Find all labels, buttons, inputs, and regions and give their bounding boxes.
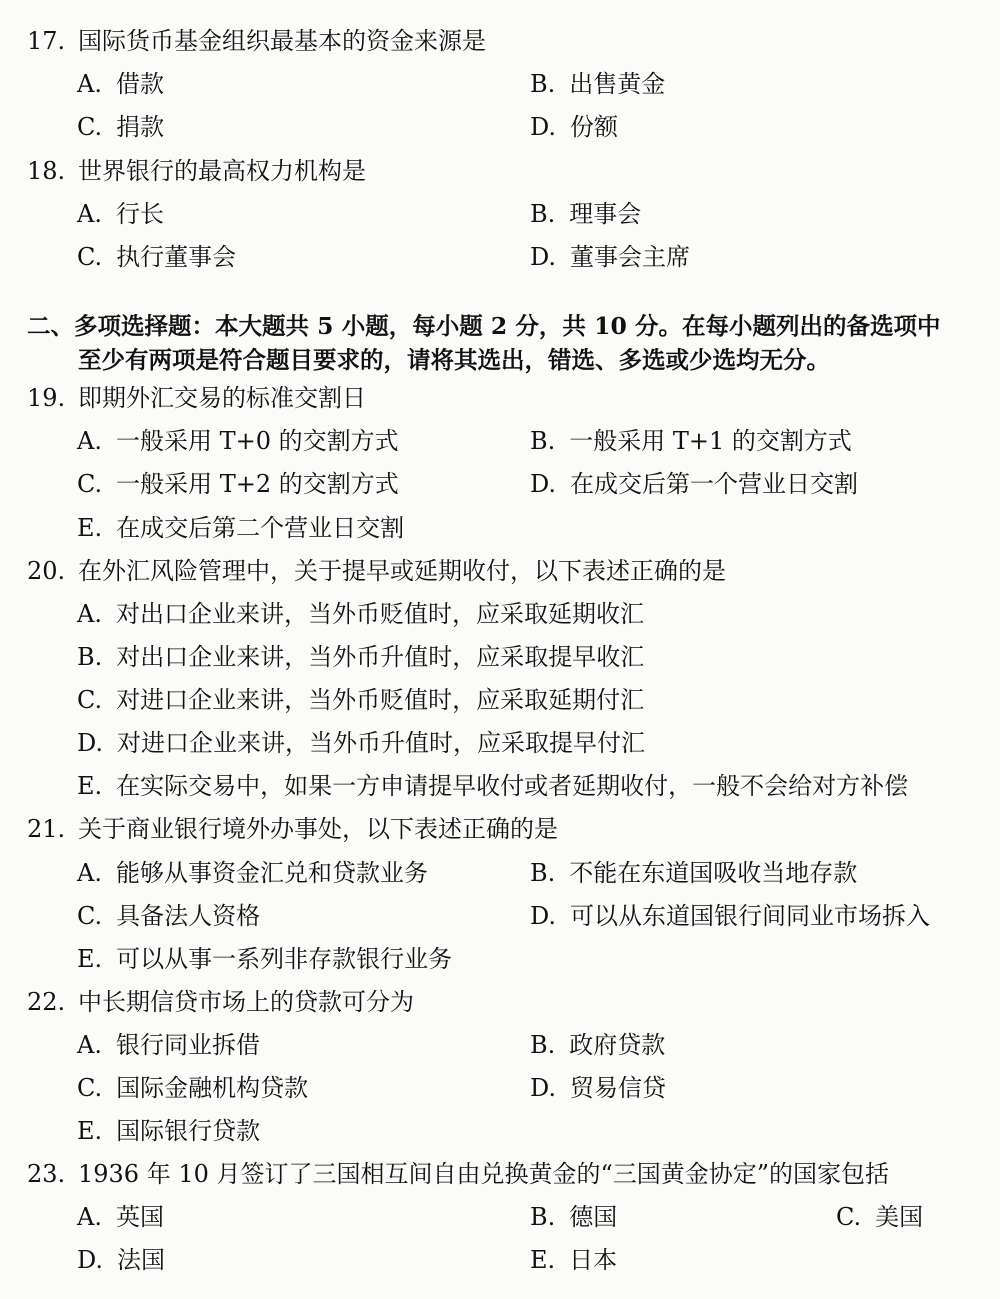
option-b: [530, 63, 665, 106]
option-text: 美国: [875, 1203, 924, 1231]
option-text: 对出口企业来讲，当外币贬值时，应采取延期收汇: [115, 600, 644, 628]
options-row: [0, 1067, 1000, 1110]
option-label: B.: [77, 643, 103, 671]
option-text: 对进口企业来讲，当外币升值时，应采取提早付汇: [117, 729, 646, 757]
option-c: [77, 463, 399, 506]
option-label: C.: [77, 470, 103, 498]
option-text: 具备法人资格: [116, 902, 261, 930]
section-heading-line-2: 至少有两项是符合题目要求的，请将其选出，错选、多选或少选均无分。: [78, 346, 830, 374]
question-stem: 世界银行的最高权力机构是: [78, 157, 366, 185]
option-text: 董事会主席: [570, 243, 691, 271]
options-row: [0, 895, 1000, 938]
question-number: 20.: [27, 557, 66, 585]
option-text: 可以从事一系列非存款银行业务: [116, 945, 453, 973]
option-text: 份额: [570, 113, 619, 141]
option-text: 能够从事资金汇兑和贷款业务: [115, 859, 428, 887]
option-text: 在成交后第一个营业日交割: [570, 470, 859, 498]
option-label: C.: [77, 686, 103, 714]
question-21: [0, 808, 1000, 851]
option-label: C.: [836, 1203, 862, 1231]
option-label: C.: [77, 243, 103, 271]
options-row: [0, 1239, 1000, 1282]
option-label: D.: [77, 1246, 104, 1274]
option-a: [77, 593, 644, 636]
option-b: [530, 420, 852, 463]
option-label: B.: [530, 1031, 556, 1059]
options-row: [0, 765, 1000, 808]
option-a: [77, 1024, 260, 1067]
section-heading-line-1: 二、多项选择题：本大题共 5 小题，每小题 2 分，共 10 分。在每小题列出的备选项中: [27, 312, 941, 340]
option-label: E.: [77, 945, 103, 973]
option-d: [77, 1239, 165, 1282]
option-d: [530, 463, 858, 506]
question-stem: 在外汇风险管理中，关于提早或延期收付，以下表述正确的是: [78, 557, 726, 585]
option-text: 一般采用 T+0 的交割方式: [115, 427, 399, 455]
option-a: [77, 193, 164, 236]
question-stem: 国际货币基金组织最基本的资金来源是: [78, 27, 486, 55]
question-20: [0, 550, 1000, 593]
option-b: [530, 1024, 665, 1067]
options-row: [0, 722, 1000, 765]
option-label: B.: [530, 1203, 556, 1231]
option-e: [77, 1110, 260, 1153]
question-number: 17.: [27, 27, 66, 55]
question-number: 18.: [27, 157, 66, 185]
options-row: [0, 236, 1000, 279]
option-e: [530, 1239, 617, 1282]
options-row: [0, 193, 1000, 236]
option-text: 一般采用 T+2 的交割方式: [116, 470, 399, 498]
option-c: [77, 895, 260, 938]
options-row: [0, 463, 1000, 506]
option-label: A.: [77, 70, 102, 98]
option-text: 执行董事会: [116, 243, 237, 271]
option-label: B.: [530, 200, 556, 228]
options-row: [0, 106, 1000, 149]
option-text: 出售黄金: [569, 70, 666, 98]
option-label: A.: [77, 1031, 102, 1059]
option-e: [77, 507, 404, 550]
question-22: [0, 981, 1000, 1024]
question-17: [0, 20, 1000, 63]
option-d: [530, 1067, 666, 1110]
option-text: 德国: [569, 1203, 618, 1231]
option-text: 可以从东道国银行间同业市场拆入: [570, 902, 931, 930]
option-text: 在实际交易中，如果一方申请提早收付或者延期收付，一般不会给对方补偿: [116, 772, 909, 800]
option-label: D.: [530, 1074, 557, 1102]
option-label: B.: [530, 427, 556, 455]
option-a: [77, 852, 428, 895]
option-b: [530, 193, 641, 236]
option-label: C.: [77, 902, 103, 930]
option-d: [530, 236, 690, 279]
question-19: [0, 377, 1000, 420]
option-text: 政府贷款: [569, 1031, 666, 1059]
option-text: 对出口企业来讲，当外币升值时，应采取提早收汇: [116, 643, 645, 671]
question-number: 23.: [27, 1160, 66, 1188]
option-c: [77, 1067, 308, 1110]
option-c: [77, 236, 236, 279]
question-stem: 中长期信贷市场上的贷款可分为: [78, 988, 414, 1016]
option-label: E.: [77, 514, 103, 542]
option-label: C.: [77, 113, 103, 141]
option-label: A.: [77, 427, 102, 455]
question-18: [0, 150, 1000, 193]
option-label: D.: [530, 470, 557, 498]
option-text: 法国: [117, 1246, 166, 1274]
options-row: [0, 1196, 1000, 1239]
option-label: D.: [77, 729, 104, 757]
options-row: [0, 636, 1000, 679]
option-label: D.: [530, 113, 557, 141]
option-e: [77, 765, 908, 808]
option-label: A.: [77, 1203, 102, 1231]
options-row: [0, 593, 1000, 636]
question-stem: 关于商业银行境外办事处，以下表述正确的是: [78, 815, 558, 843]
option-e: [77, 938, 452, 981]
option-label: E.: [77, 1117, 103, 1145]
option-label: A.: [77, 200, 102, 228]
option-c: [836, 1196, 923, 1239]
option-b: [77, 636, 644, 679]
option-a: [77, 63, 164, 106]
options-row: [0, 1024, 1000, 1067]
options-row: [0, 420, 1000, 463]
option-text: 银行同业拆借: [115, 1031, 260, 1059]
option-label: A.: [77, 859, 102, 887]
question-number: 19.: [27, 384, 66, 412]
option-text: 贸易信贷: [570, 1074, 667, 1102]
option-text: 行长: [115, 200, 164, 228]
option-d: [530, 895, 930, 938]
option-label: E.: [530, 1246, 556, 1274]
options-row: [0, 852, 1000, 895]
option-c: [77, 106, 164, 149]
option-label: D.: [530, 243, 557, 271]
option-label: E.: [77, 772, 103, 800]
option-label: C.: [77, 1074, 103, 1102]
option-c: [77, 679, 644, 722]
option-text: 国际银行贷款: [116, 1117, 261, 1145]
option-text: 借款: [115, 70, 164, 98]
option-d: [530, 106, 618, 149]
option-b: [530, 1196, 617, 1239]
question-stem: 即期外汇交易的标准交割日: [78, 384, 366, 412]
option-a: [77, 420, 399, 463]
question-stem: 1936 年 10 月签订了三国相互间自由兑换黄金的“三国黄金协定”的国家包括: [78, 1160, 890, 1188]
option-label: B.: [530, 859, 556, 887]
options-row: [0, 1110, 1000, 1153]
option-text: 不能在东道国吸收当地存款: [569, 859, 858, 887]
question-number: 21.: [27, 815, 66, 843]
option-label: B.: [530, 70, 556, 98]
option-text: 国际金融机构贷款: [116, 1074, 309, 1102]
option-a: [77, 1196, 164, 1239]
option-label: A.: [77, 600, 102, 628]
option-text: 在成交后第二个营业日交割: [116, 514, 405, 542]
option-d: [77, 722, 645, 765]
option-text: 日本: [569, 1246, 618, 1274]
option-text: 对进口企业来讲，当外币贬值时，应采取延期付汇: [116, 686, 645, 714]
option-text: 理事会: [569, 200, 642, 228]
option-label: D.: [530, 902, 557, 930]
options-row: [0, 63, 1000, 106]
options-row: [0, 679, 1000, 722]
question-23: [0, 1153, 1000, 1196]
option-text: 英国: [115, 1203, 164, 1231]
option-text: 捐款: [116, 113, 165, 141]
options-row: [0, 507, 1000, 550]
options-row: [0, 938, 1000, 981]
question-number: 22.: [27, 988, 66, 1016]
option-b: [530, 852, 857, 895]
option-text: 一般采用 T+1 的交割方式: [569, 427, 852, 455]
